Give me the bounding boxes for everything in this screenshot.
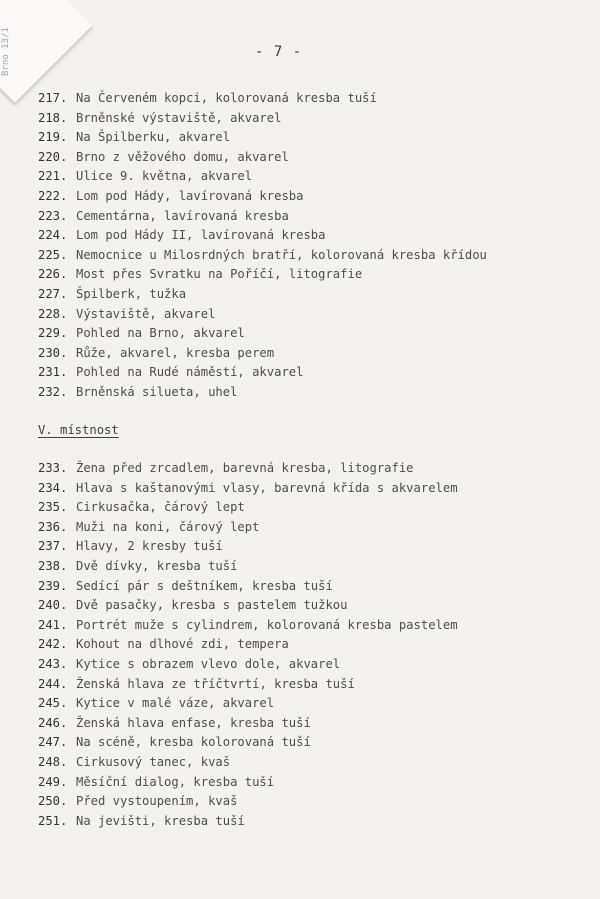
entry-number: 222. (38, 188, 68, 203)
catalogue-entry (38, 265, 583, 285)
entry-number: 225. (38, 247, 68, 262)
entry-text: Žena před zrcadlem, barevná kresba, litografie (76, 461, 414, 475)
catalogue-entry (38, 498, 583, 518)
entry-text: Brněnská silueta, uhel (76, 384, 238, 399)
entry-text: Měsíční dialog, kresba tuší (76, 774, 275, 789)
catalogue-entry (38, 792, 583, 812)
entry-number: 220. (38, 149, 68, 164)
catalogue-entry (38, 128, 583, 148)
catalogue-entry (38, 773, 583, 793)
catalogue-entry (38, 246, 583, 266)
catalogue-list-first (38, 89, 583, 403)
entry-number: 246. (38, 715, 68, 730)
entry-text: Na jevišti, kresba tuší (76, 813, 245, 828)
catalogue-entry (38, 753, 583, 773)
catalogue-entry (38, 363, 583, 383)
entry-text: Portrét muže s cylindrem, kolorovaná kresba pastelem (76, 617, 458, 632)
catalogue-entry (38, 285, 583, 305)
catalogue-entry (38, 167, 583, 187)
entry-number: 238. (38, 558, 68, 573)
entry-text: Cirkusačka, čárový lept (76, 500, 245, 515)
entry-number: 248. (38, 754, 68, 769)
entry-text: Na scéně, kresba kolorovaná tuší (76, 735, 311, 750)
entry-number: 217. (38, 91, 68, 105)
entry-text: Ulice 9. května, akvarel (76, 169, 253, 184)
entry-number: 241. (38, 617, 68, 632)
entry-text: Pohled na Rudé náměstí, akvarel (76, 365, 304, 380)
entry-text: Brněnské výstaviště, akvarel (76, 110, 282, 125)
entry-number: 221. (38, 169, 68, 184)
catalogue-entry (38, 324, 583, 344)
catalogue-entry (38, 812, 583, 832)
entry-number: 234. (38, 480, 68, 495)
entry-number: 232. (38, 384, 68, 399)
entry-number: 228. (38, 306, 68, 321)
entry-text: Růže, akvarel, kresba perem (76, 345, 275, 360)
entry-text: Hlava s kaštanovými vlasy, barevná křída s akvarelem (76, 480, 458, 495)
entry-text: Brno z věžového domu, akvarel (76, 149, 289, 164)
catalogue-entry (38, 479, 583, 499)
catalogue-entry (38, 577, 583, 597)
entry-text: Před vystoupením, kvaš (76, 794, 238, 809)
entry-number: 244. (38, 676, 68, 691)
entry-number: 243. (38, 656, 68, 671)
entry-number: 239. (38, 578, 68, 593)
entry-number: 251. (38, 813, 68, 828)
catalogue-entry (38, 207, 583, 227)
catalogue-entry (38, 635, 583, 655)
catalogue-entry (38, 226, 583, 246)
entry-number: 231. (38, 365, 68, 380)
entry-number: 233. (38, 461, 68, 475)
catalogue-entry (38, 305, 583, 325)
entry-number: 235. (38, 500, 68, 515)
entry-number: 230. (38, 345, 68, 360)
catalogue-entry (38, 714, 583, 734)
catalogue-entry (38, 148, 583, 168)
page-number: - 7 - (255, 44, 303, 60)
catalogue-entry (38, 89, 583, 109)
entry-text: Špilberk, tužka (76, 286, 187, 301)
catalogue-entry (38, 616, 583, 636)
corner-handwritten-note: Brno 13/1 (1, 27, 11, 76)
entry-number: 226. (38, 267, 68, 282)
entry-number: 245. (38, 696, 68, 711)
entry-text: Dvě dívky, kresba tuší (76, 558, 238, 573)
catalogue-entry (38, 344, 583, 364)
catalogue-list-second (38, 459, 583, 831)
entry-number: 242. (38, 637, 68, 652)
catalogue-entry (38, 557, 583, 577)
entry-number: 229. (38, 326, 68, 341)
entry-number: 223. (38, 208, 68, 223)
catalogue-entry (38, 655, 583, 675)
entry-text: Pohled na Brno, akvarel (76, 326, 245, 341)
entry-number: 250. (38, 794, 68, 809)
entry-text: Muži na koni, čárový lept (76, 519, 260, 534)
entry-number: 237. (38, 539, 68, 554)
catalogue-entry (38, 187, 583, 207)
entry-text: Cementárna, lavírovaná kresba (76, 208, 289, 223)
section-heading: V. místnost (38, 423, 119, 437)
catalogue-entry (38, 537, 583, 557)
catalogue-entry (38, 733, 583, 753)
entry-number: 249. (38, 774, 68, 789)
entry-text: Na Špilberku, akvarel (76, 130, 231, 145)
entry-text: Nemocnice u Milosrdných bratří, kolorovaná kresba křídou (76, 247, 487, 262)
catalogue-entry (38, 383, 583, 403)
entry-text: Hlavy, 2 kresby tuší (76, 539, 223, 554)
entry-text: Ženská hlava ze tříčtvrtí, kresba tuší (76, 676, 355, 691)
entry-text: Lom pod Hády, lavírovaná kresba (76, 188, 304, 203)
entry-text: Kohout na dlhové zdi, tempera (76, 637, 289, 652)
entry-number: 247. (38, 735, 68, 750)
catalogue-entry (38, 675, 583, 695)
entry-text: Most přes Svratku na Poříčí, litografie (76, 267, 363, 282)
entry-number: 218. (38, 110, 68, 125)
entry-text: Výstaviště, akvarel (76, 306, 216, 321)
catalogue-entry (38, 596, 583, 616)
entry-number: 240. (38, 598, 68, 613)
entry-text: Lom pod Hády II, lavírovaná kresba (76, 228, 326, 243)
entry-text: Kytice s obrazem vlevo dole, akvarel (76, 656, 341, 671)
entry-text: Cirkusový tanec, kvaš (76, 754, 231, 769)
entry-text: Dvě pasačky, kresba s pastelem tužkou (76, 598, 348, 613)
catalogue-entry (38, 518, 583, 538)
entry-text: Kytice v malé váze, akvarel (76, 696, 275, 711)
entry-number: 224. (38, 228, 68, 243)
entry-text: Ženská hlava enfase, kresba tuší (76, 715, 311, 730)
entry-number: 227. (38, 286, 68, 301)
entry-text: Na Červeném kopci, kolorovaná kresba tuší (76, 91, 377, 105)
catalogue-entry (38, 459, 583, 479)
entry-number: 219. (38, 130, 68, 145)
entry-number: 236. (38, 519, 68, 534)
catalogue-entry (38, 694, 583, 714)
entry-text: Sedící pár s deštníkem, kresba tuší (76, 578, 333, 593)
catalogue-entry (38, 109, 583, 129)
